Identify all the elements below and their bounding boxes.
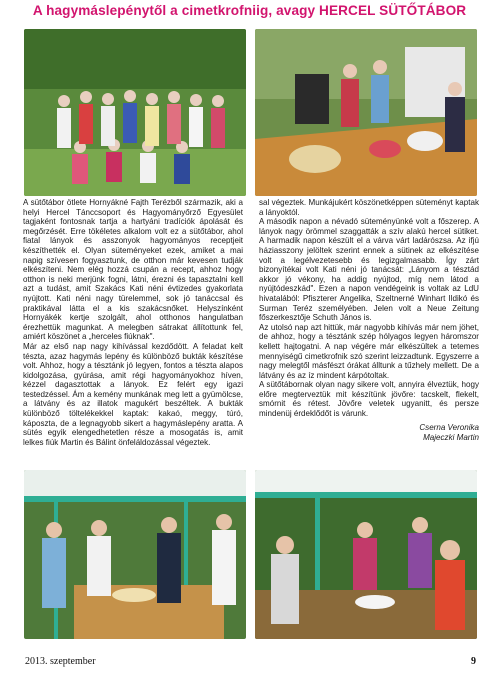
signature	[259, 423, 479, 443]
author-name: Majeczki Martin	[423, 432, 479, 442]
group-photo	[24, 29, 246, 196]
author-name: Cserna Veronika	[419, 422, 479, 432]
kitchen-photo-image	[255, 29, 477, 196]
tent-photo-left-image	[24, 470, 246, 639]
text-column-left	[23, 198, 243, 447]
page-number: 9	[471, 656, 476, 667]
paragraph: Az utolsó nap azt hittük, már nagyobb kihívás már nem jöhet, de ahhoz, hogy a tésztánk szép hólyagos legyen háromszor kellett hajtogatni. A nap végére már elkészültek a tetemes mennyiségű cimetkrofnik szó szerint leizzadtunk. Egyszerre a nagy melegtől másfészt órákat álltunk a tűzhely mellett. De a látvány és az íz mindent kárpótoltak.	[259, 322, 479, 380]
paragraph: A sütőtábornak olyan nagy sikere volt, annyira élveztük, hogy előre megterveztük mit készítünk jövőre: tacskelt, flekelt, smórnit és rétest. Jövőre veletek ugyanitt, és persze mindenüj érdeklődőt is várunk.	[259, 380, 479, 419]
group-photo-image	[24, 29, 246, 196]
tent-photo-right	[255, 470, 477, 639]
paragraph: Már az első nap nagy kihívással kezdődött. A feladat kelt tészta, azaz hagymás lepény és különböző bukták készítése volt. Ahhoz, hogy a tésztánk jó legyen, fontos a tészta alapos kidolgozása, gyúrása, amit régi hagyományokhoz híven, kézzel dagasztottak a lányok. Ez felért egy igazi testedzéssel. Ám a kemény munkának meg lett a gyümölcse, a látvány és az illatok magukért beszéltek. A bukták különböző töltelékekkel kaptak: kakaó, meggy, túró, káposzta, de a legnagyobb sikert a hagymáslepény aratta. A sütés egyik elengedhetetlen része a mosogatás is, amit lelkes fiúk Martin és Bálint önfeláldozással végeztek.	[23, 341, 243, 447]
kitchen-photo	[255, 29, 477, 196]
article-title: A hagymáslepénytől a cimetkrofniig, avagy HERCEL SÜTŐTÁBOR	[32, 3, 467, 18]
tent-photo-left	[24, 470, 246, 639]
tent-photo-right-image	[255, 470, 477, 639]
paragraph: A második napon a névadó süteményünké volt a főszerep. A lányok nagy örömmel szaggatták a szív alakú hercel sütiket. A harmadik napon készült el a várva várt ladárószsa. Az ifjú háziasszony jelöltek szerint ennek a sütinek az elkészítése volt a legélvezetesebb és legizgalmasabb. Így zárt bizonyítékai volt Kati néni jó tanácsát: „Lányom a tésztád akkor jó vékony, ha addig nyújtod, míg nem látod a nyújtódeszkád". Ezen a napon vendégeink is voltak az LdU hivatalából: Pfiszterer Angelika, Szeltnerné Winhart Ildikó és Surman Teréz személyében. Jelen volt a Neue Zeitung főszerkesztője Schuth János is.	[259, 217, 479, 323]
text-column-right	[259, 198, 479, 443]
issue-date: 2013. szeptember	[25, 656, 96, 667]
paragraph: sal végeztek. Munkájukért köszönetképpen süteményt kaptak a lányoktól.	[259, 198, 479, 217]
paragraph: A sütőtábor ötlete Hornyákné Fajth Terézből származik, aki a helyi Hercel Tánccsoport és Hagyományőrző Egyesület tagjaként fontosnak tartja a hartyáni tradíciók ápolását és megőrzését. Erre tökéletes alkalom volt ez a sütőtábor, ahol fiatal lányok és asszonyok hagyományos receptjeit készíthették el. Olyan süteményeket ezek, amiket a mai napig szívesen fogyasztunk, de otthon már kevesen tudják elkészíteni. Nem elég hozzá csupán a recept, ahhoz hogy otthon is neki merjünk fogni, látni, érezni és tapasztalni kell azt a tudást, amit Szakács Kati néni évtizedes gyakorlata nyújtott. Kati néni nagy türelemmel, sok jó tanáccsal és praktikával látta el a kis szakácsnőket. Helyszínként Hornyákék kertje szolgált, ahol otthonos hangulatban érezhettük magunkat. A melegben sátrakat állítottunk fel, amiért köszönet a „herceles fiúknak".	[23, 198, 243, 342]
